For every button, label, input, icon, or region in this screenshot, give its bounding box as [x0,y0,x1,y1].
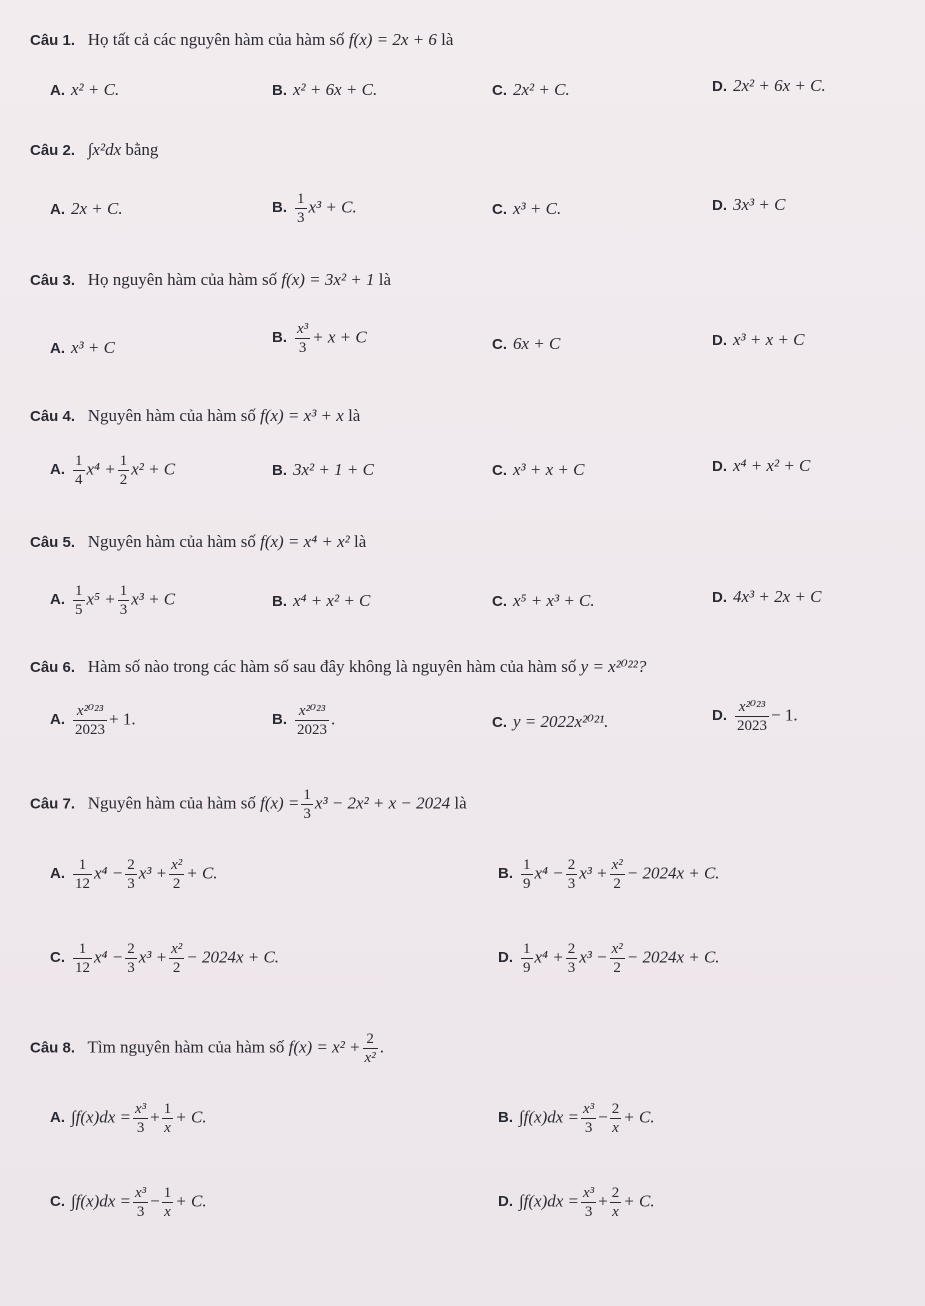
q4-option-a[interactable]: A. $\frac{1}{4}$ x⁴ + $\frac{1}{2}$ x² + C [50,453,176,488]
q4-option-d[interactable]: D. x⁴ + x² + C [712,456,811,475]
q2-option-d[interactable]: D. 3x³ + C [712,195,786,214]
q6-option-b[interactable]: B. $\frac{\text{x²⁰²³}}{2023}$ . [272,703,336,738]
question-tail: là [441,30,454,49]
q3-option-c[interactable]: C. 6x + C [492,334,561,353]
q5-option-d[interactable]: D. 4x³ + 2x + C [712,587,822,606]
question-tail: là [454,793,467,813]
function-expr: f(x) = x² + [288,1037,361,1057]
question-number: Câu 2. [30,142,76,159]
question-5-stem [30,532,366,552]
question-tail: bằng [125,140,159,159]
q7-option-a[interactable]: A. $\frac{1}{12}$ x⁴ − $\frac{2}{3}$ x³ + $\frac{\text{x²}}{2}$ + C. [50,857,218,892]
q2-option-c[interactable]: C. x³ + C. [492,199,562,218]
question-tail: là [378,270,392,289]
question-tail: là [348,406,361,425]
question-text: Nguyên hàm của hàm số [87,532,256,551]
question-number: Câu 1. [30,32,76,49]
question-tail: là [353,532,367,551]
integral-expr: ∫x²dx [87,140,122,159]
function-expr: f(x) = x⁴ + x² [260,532,350,551]
question-text: Nguyên hàm của hàm số [87,793,256,813]
q2-option-b[interactable]: B. $\frac{1}{3}$ x³ + C. [272,191,357,226]
q4-option-b[interactable]: B. 3x² + 1 + C [272,460,374,479]
question-text: Nguyên hàm của hàm số [87,406,256,425]
question-4-stem [30,406,360,426]
q3-option-d[interactable]: D. x³ + x + C [712,330,805,349]
question-6-stem [30,657,646,677]
q8-option-c[interactable]: C. ∫f(x)dx = $\frac{\text{x³}}{3}$ − $\frac{1}{x}$ + C. [50,1185,207,1220]
question-1-stem [30,30,453,50]
q3-option-b[interactable]: B. $\frac{\text{x³}}{3}$ + x + C [272,321,367,356]
q6-option-a[interactable]: A. $\frac{\text{x²⁰²³}}{2023}$ + 1. [50,703,136,738]
question-text: Tìm nguyên hàm của hàm số [87,1037,285,1057]
function-expr: f(x) = 3x² + 1 [281,270,375,289]
q2-option-a[interactable]: A. 2x + C. [50,199,123,218]
question-number: Câu 8. [30,1039,76,1057]
function-expr: f(x) = [260,793,300,813]
question-text: Họ tất cả các nguyên hàm của hàm số [87,30,345,49]
q5-option-a[interactable]: A. $\frac{1}{5}$ x⁵ + $\frac{1}{3}$ x³ + C [50,583,176,618]
question-number: Câu 4. [30,408,76,425]
q1-option-c[interactable]: C. 2x² + C. [492,80,570,99]
function-expr: y = x²⁰²²? [580,657,647,676]
q8-option-d[interactable]: D. ∫f(x)dx = $\frac{\text{x³}}{3}$ + $\frac{2}{x}$ + C. [498,1185,655,1220]
question-number: Câu 7. [30,795,76,813]
q5-option-b[interactable]: B. x⁴ + x² + C [272,591,371,610]
function-expr: f(x) = x³ + x [260,406,344,425]
q8-option-a[interactable]: A. ∫f(x)dx = $\frac{\text{x³}}{3}$ + $\frac{1}{x}$ + C. [50,1101,207,1136]
q7-option-d[interactable]: D. $\frac{1}{9}$ x⁴ + $\frac{2}{3}$ x³ − $\frac{\text{x²}}{2}$ − 2024x + C. [498,941,720,976]
question-7-stem: Câu 7. Nguyên hàm của hàm số f(x) = $\frac{1}{3}$ x³ − 2x² + x − 2024 là [30,787,467,822]
question-number: Câu 6. [30,659,76,676]
question-number: Câu 5. [30,534,76,551]
question-text: Họ nguyên hàm của hàm số [87,270,278,289]
function-expr: f(x) = 2x + 6 [348,30,437,49]
question-text: Hàm số nào trong các hàm số sau đây không là nguyên hàm của hàm số [87,657,577,676]
question-2-stem [30,140,158,160]
q7-option-b[interactable]: B. $\frac{1}{9}$ x⁴ − $\frac{2}{3}$ x³ + $\frac{\text{x²}}{2}$ − 2024x + C. [498,857,720,892]
q6-option-d[interactable]: D. $\frac{\text{x²⁰²³}}{2023}$ − 1. [712,699,798,734]
q1-option-b[interactable]: B. x² + 6x + C. [272,80,378,99]
q6-option-c[interactable]: C. y = 2022x²⁰²¹. [492,712,609,731]
question-3-stem [30,270,391,290]
q1-option-d[interactable]: D. 2x² + 6x + C. [712,76,826,95]
q1-option-a[interactable]: A. x² + C. [50,80,120,99]
q3-option-a[interactable]: A. x³ + C [50,338,115,357]
q7-option-c[interactable]: C. $\frac{1}{12}$ x⁴ − $\frac{2}{3}$ x³ + $\frac{\text{x²}}{2}$ − 2024x + C. [50,941,280,976]
q4-option-c[interactable]: C. x³ + x + C [492,460,585,479]
question-8-stem: Câu 8. Tìm nguyên hàm của hàm số f(x) = x² + $\frac{2}{\text{x²}}$ . [30,1031,384,1066]
question-number: Câu 3. [30,272,76,289]
q5-option-c[interactable]: C. x⁵ + x³ + C. [492,591,595,610]
q8-option-b[interactable]: B. ∫f(x)dx = $\frac{\text{x³}}{3}$ − $\frac{2}{x}$ + C. [498,1101,655,1136]
